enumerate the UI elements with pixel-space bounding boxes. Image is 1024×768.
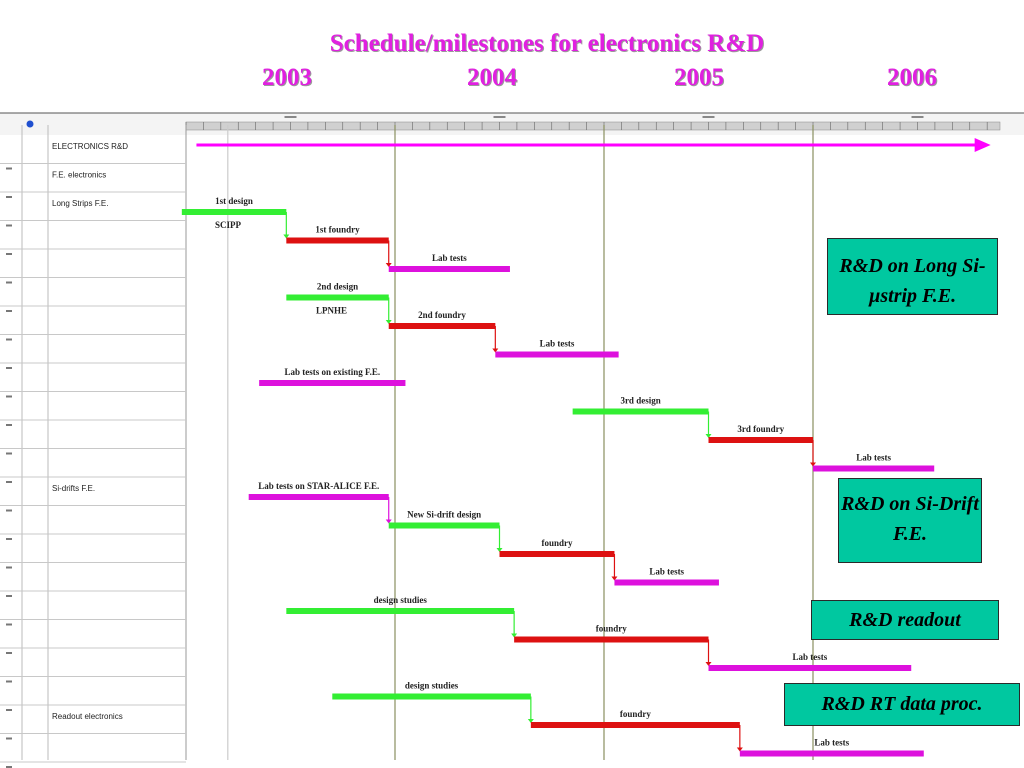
gantt-bar [286,238,388,244]
gantt-bar [332,694,531,700]
gantt-bar [573,409,709,415]
quarter-marker [285,116,297,118]
bar-label: Lab tests on STAR-ALICE F.E. [258,481,380,491]
row-number-mark [6,538,12,540]
bar-label: Lab tests [539,338,575,349]
gantt-bar [389,266,510,272]
bar-label: New Si-drift design [407,509,482,520]
task-name: Readout electronics [52,712,123,721]
bar-label: 2nd design [316,281,359,292]
bar-label: foundry [619,709,651,719]
legend-readout-text: R&D readout [849,609,961,631]
bar-label: 1st foundry [315,224,360,235]
row-number-mark [6,481,12,483]
row-number-mark [6,681,12,683]
row-number-mark [6,367,12,369]
gantt-bar [286,295,388,301]
task-name: F.E. electronics [52,170,107,180]
legend-si-drift [838,478,982,563]
bar-label: design studies [404,680,459,691]
gantt-bar [495,352,618,358]
bar-label: foundry [541,538,573,548]
row-number-mark [6,652,12,654]
gantt-bar [531,722,740,728]
legend-rt-data [784,683,1020,726]
bar-label: 1st design [215,196,253,206]
gantt-bar [813,466,934,472]
gantt-bar [500,551,615,557]
bar-label: 3rd design [620,395,661,406]
row-number-mark [6,595,12,597]
bar-label: 3rd foundry [737,424,785,434]
gantt-bar [740,751,924,757]
bar-label: Lab tests [431,253,467,263]
row-number-mark [6,225,12,227]
row-number-mark [6,168,12,170]
row-number-mark [6,510,12,512]
gantt-bar [389,323,496,329]
task-name: ELECTRONICS R&D [52,142,129,151]
info-icon [27,121,34,128]
bar-label: Lab tests [792,652,828,662]
gantt-bar [249,494,389,500]
bar-label: Lab tests [856,452,891,463]
row-number-mark [6,709,12,711]
row-number-mark [6,453,12,455]
gantt-bar [286,608,514,614]
gantt-bar [709,665,912,671]
gantt-chart [0,110,1024,768]
legend-long-strips [827,238,998,315]
quarter-marker [912,116,924,118]
bar-sublabel: LPNHE [316,305,348,316]
year-label-2005: 2005 [674,64,724,91]
chart-title: Schedule/milestones for electronics R&D [329,30,765,57]
row-number-mark [6,310,12,312]
row-number-mark [6,339,12,341]
gantt-bar [614,580,719,586]
bar-sublabel: SCIPP [215,220,242,230]
bar-label: design studies [373,595,427,605]
row-number-mark [6,196,12,198]
timeline-arrow-head [975,138,991,152]
bar-label: Lab tests on existing F.E. [284,367,381,377]
task-name: Si-drifts F.E. [52,484,96,493]
quarter-marker [703,116,715,118]
row-number-mark [6,567,12,569]
row-number-mark [6,424,12,426]
legend-si-drift-text: R&D on Si-Drift F.E. [841,493,979,545]
year-label-2004: 2004 [467,64,517,91]
gantt-bar [259,380,405,386]
legend-rt-data-text: R&D RT data proc. [821,693,983,715]
legend-long-strips-text: R&D on Long Si-µstrip F.E. [839,255,986,307]
bar-label: 2nd foundry [418,310,466,320]
row-number-mark [6,253,12,255]
row-number-mark [6,282,12,284]
gantt-bar [514,637,708,643]
gantt-bar [709,437,814,443]
quarter-marker [494,116,506,118]
gantt-bar [182,209,287,215]
year-label-2006: 2006 [887,64,937,91]
bar-label: foundry [595,623,627,634]
bar-label: Lab tests [649,566,685,577]
gantt-bar [389,523,500,529]
legend-readout [811,600,999,640]
task-name: Long Strips F.E. [52,199,109,208]
bar-label: Lab tests [814,737,850,748]
year-label-2003: 2003 [262,64,312,91]
row-number-mark [6,624,12,626]
row-number-mark [6,738,12,740]
row-number-mark [6,396,12,398]
